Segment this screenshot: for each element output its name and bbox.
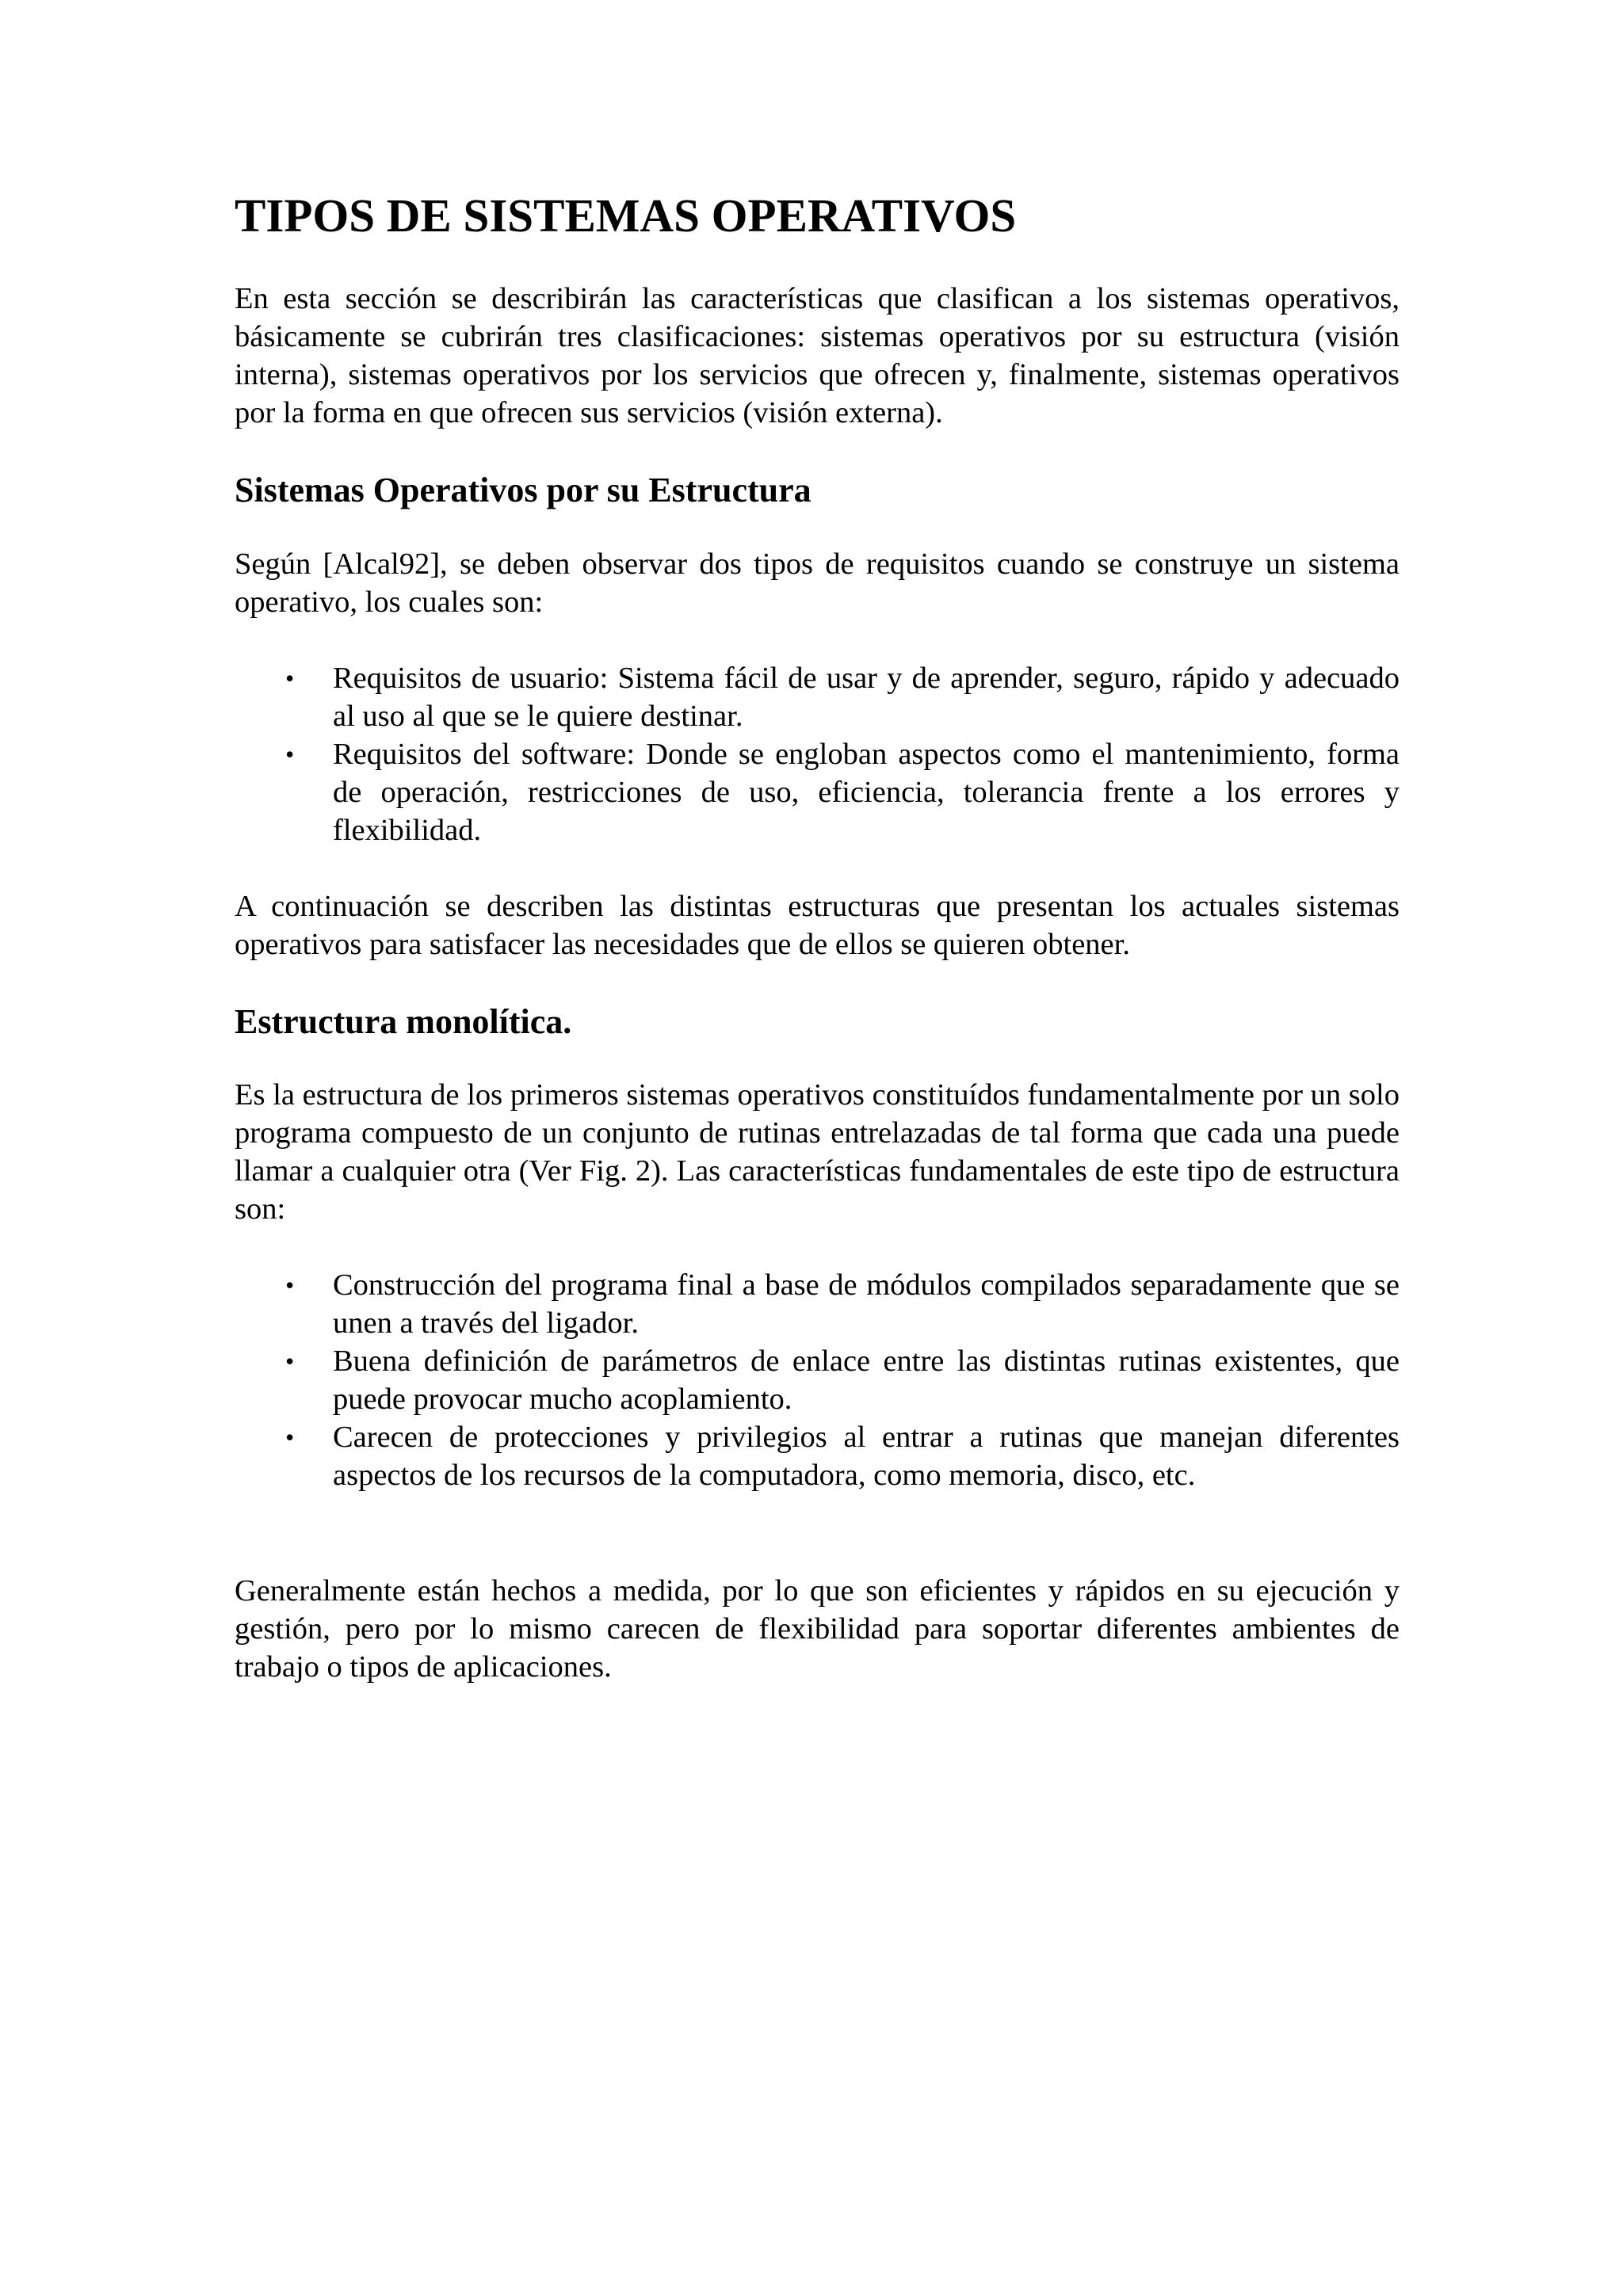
- list-item-text: Carecen de protecciones y privilegios al entrar a rutinas que manejan diferentes aspectos de los recursos de la computadora, como memoria, disco, etc.: [333, 1421, 1400, 1493]
- list-item: [235, 1342, 1400, 1418]
- section-heading-estructura: Sistemas Operativos por su Estructura: [235, 470, 812, 509]
- spacer: [235, 1532, 1400, 1572]
- bullet-icon: •: [285, 739, 295, 769]
- section1-paragraph-1: Según [Alcal92], se deben observar dos tipos de requisitos cuando se construye un sistema operativo, los cuales son:: [235, 547, 1400, 619]
- list-item-text: Requisitos del software: Donde se engloban aspectos como el mantenimiento, forma de operación, restricciones de uso, eficiencia, tolerancia frente a los errores y flexibilidad.: [333, 737, 1400, 847]
- list-item-text: Buena definición de parámetros de enlace entre las distintas rutinas existentes, que puede provocar mucho acoplamiento.: [333, 1344, 1400, 1417]
- list-item: [235, 659, 1400, 735]
- section1-paragraph-2: A continuación se describen las distintas estructuras que presentan los actuales sistemas operativos para satisfacer las necesidades que de ellos se quieren obtener.: [235, 889, 1400, 961]
- list-item-text: Requisitos de usuario: Sistema fácil de usar y de aprender, seguro, rápido y adecuado al uso al que se le quiere destinar.: [333, 661, 1400, 733]
- bullet-icon: •: [285, 663, 295, 692]
- page-title: TIPOS DE SISTEMAS OPERATIVOS: [235, 189, 1017, 242]
- intro-paragraph: En esta sección se describirán las características que clasifican a los sistemas operativos, básicamente se cubrirán tres clasificaciones: sistemas operativos por su estructura (visión interna), sistemas operativos por los servicios que ofrecen y, finalmente, sistemas operativos por la forma en que ofrecen sus servicios (visión externa).: [235, 281, 1400, 429]
- document-page: [235, 190, 1400, 1724]
- section2-paragraph-2: Generalmente están hechos a medida, por lo que son eficientes y rápidos en su ejecución y gestión, pero por lo mismo carecen de flexibilidad para soportar diferentes ambientes de trabajo o tipos de aplicaciones.: [235, 1574, 1400, 1684]
- list-item: [235, 1418, 1400, 1494]
- list-item: [235, 735, 1400, 849]
- bullet-icon: •: [285, 1271, 295, 1300]
- list-item: [235, 1266, 1400, 1342]
- bullet-icon: •: [285, 1347, 295, 1376]
- list-item-text: Construcción del programa final a base de módulos compilados separadamente que se unen a través del ligador.: [333, 1268, 1400, 1341]
- section-heading-monolitica: Estructura monolítica.: [235, 1001, 572, 1041]
- requirements-list: [235, 659, 1400, 849]
- characteristics-list: [235, 1266, 1400, 1494]
- section2-paragraph-1: Es la estructura de los primeros sistemas operativos constituídos fundamentalmente por un solo programa compuesto de un conjunto de rutinas entrelazadas de tal forma que cada una puede llamar a cualquier otra (Ver Fig. 2). Las características fundamentales de este tipo de estructura son:: [235, 1078, 1400, 1226]
- bullet-icon: •: [285, 1423, 295, 1452]
